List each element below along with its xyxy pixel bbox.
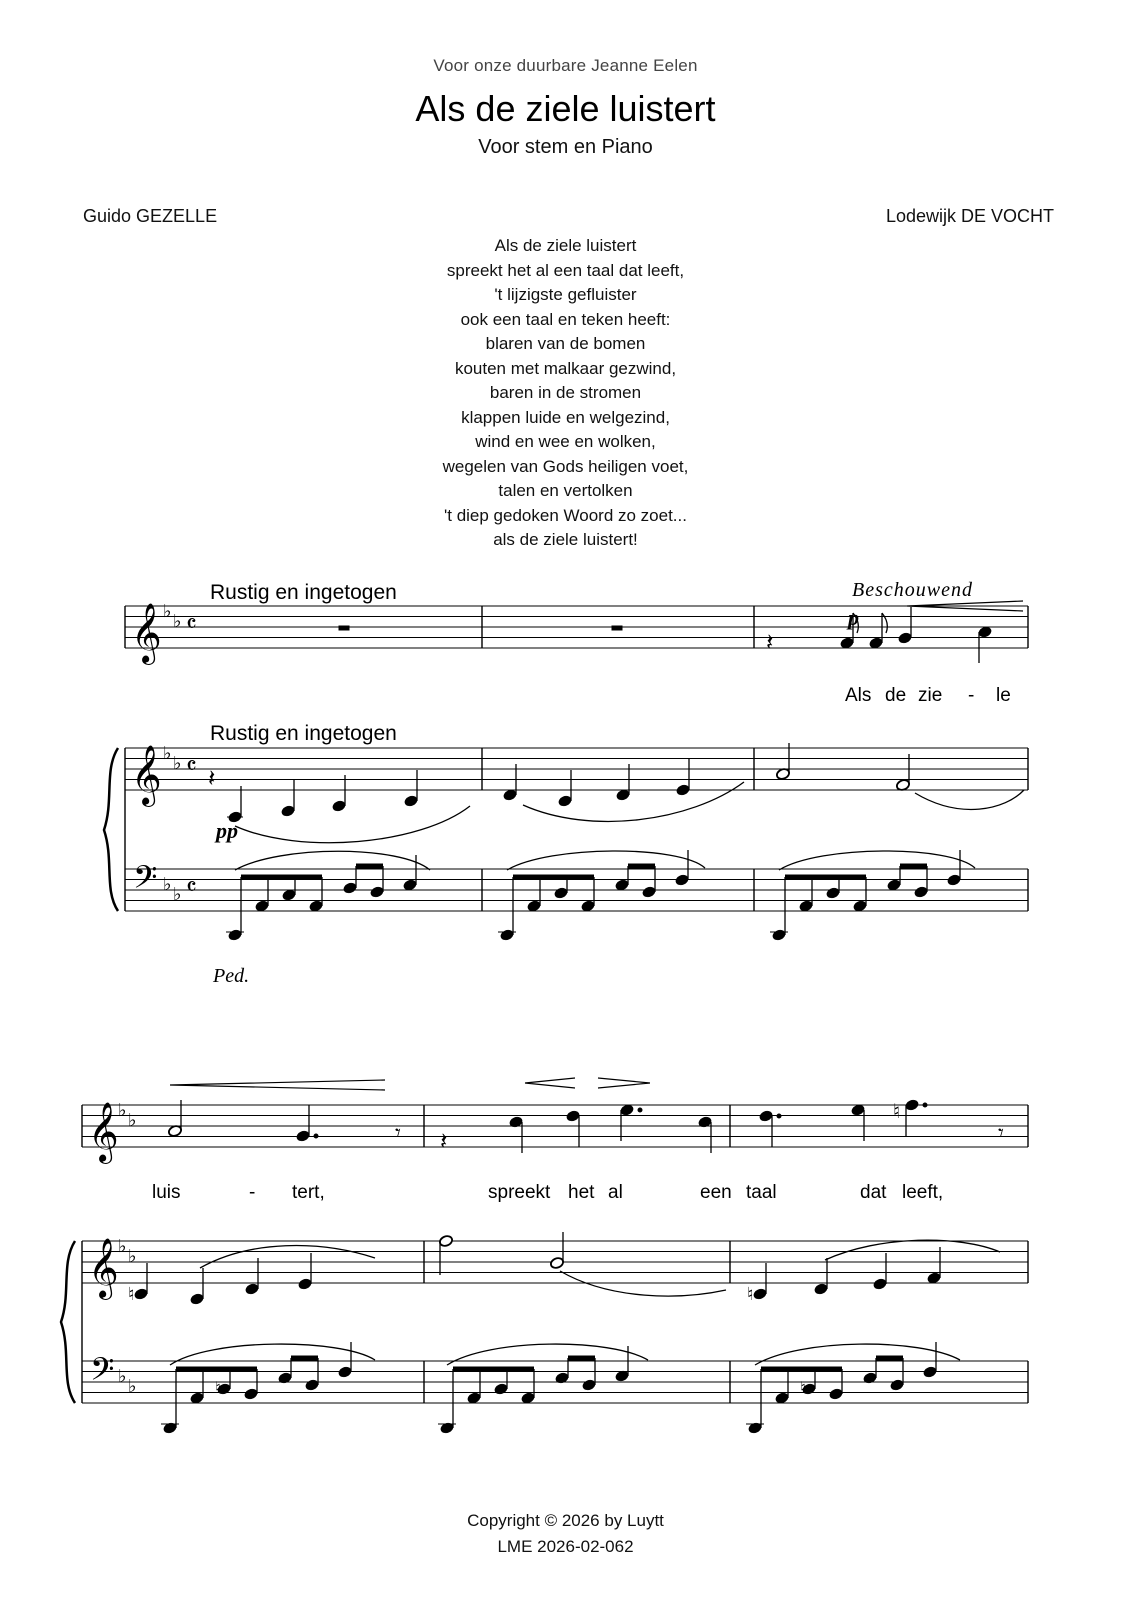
flat-icon: ♭ (163, 601, 172, 622)
flat-icon: ♭ (163, 874, 172, 895)
notehead (872, 1277, 887, 1290)
notehead (904, 1098, 919, 1111)
catalog-number: LME 2026-02-062 (497, 1537, 634, 1556)
notehead (697, 1115, 712, 1128)
treble-clef-icon: 𝄞 (88, 1102, 119, 1162)
composer-name: Lodewijk DE VOCHT (885, 206, 1054, 226)
slur (200, 1246, 375, 1268)
flat-icon: ♭ (118, 1366, 127, 1387)
notehead (297, 1277, 312, 1290)
notehead (244, 1282, 259, 1295)
lyric-syllable: het (568, 1182, 595, 1203)
flat-icon: ♭ (173, 753, 182, 774)
eighth-rest-icon: 𝄾 (998, 1121, 1004, 1146)
eighth-rest-icon: 𝄾 (395, 1121, 401, 1146)
notehead (331, 799, 346, 812)
notehead (508, 1115, 523, 1128)
copyright-notice: Copyright © 2026 by Luytt (467, 1511, 664, 1530)
notehead (162, 1421, 177, 1434)
poem-line: ook een taal en teken heeft: (460, 309, 671, 329)
whole-rest (339, 626, 349, 630)
poem-line: wind en wee en wolken, (475, 432, 656, 451)
poem-line: blaren van de bomen (485, 334, 646, 353)
page-title: Als de ziele luistert (415, 88, 716, 129)
treble-clef-icon: 𝄞 (131, 745, 162, 805)
slur (170, 1344, 375, 1365)
lyric-syllable: Als (845, 685, 872, 706)
notehead (342, 881, 357, 894)
lyric-syllable: dat (860, 1182, 887, 1203)
lyric-syllable: al (608, 1182, 623, 1203)
quarter-rest-icon: 𝄽 (208, 764, 216, 792)
natural-icon: ♮ (893, 1099, 901, 1123)
notehead (889, 1378, 904, 1391)
notehead (557, 794, 572, 807)
notehead (675, 783, 690, 796)
expression-marking: Beschouwend (852, 579, 973, 601)
notehead (771, 928, 786, 941)
slur (523, 782, 744, 821)
notehead (304, 1378, 319, 1391)
flat-icon: ♭ (173, 611, 182, 632)
lyric-syllable: luis (152, 1182, 181, 1203)
notehead (403, 794, 418, 807)
lyric-hyphen: - (968, 685, 975, 706)
hairpin (525, 1078, 575, 1088)
piano-brace (61, 1241, 75, 1403)
notehead (227, 928, 242, 941)
pedal-marking: Ped. (213, 965, 250, 987)
notehead (295, 1129, 310, 1142)
notehead (825, 886, 840, 899)
notehead (758, 1109, 773, 1122)
treble-clef-icon: 𝄞 (88, 1238, 119, 1298)
flat-icon: ♭ (128, 1110, 137, 1131)
treble-clef-icon: 𝄞 (131, 603, 162, 663)
slur (447, 1344, 648, 1365)
quarter-rest-icon: 𝄽 (440, 1127, 448, 1155)
notehead (337, 1365, 352, 1378)
flat-icon: ♭ (163, 743, 172, 764)
poem-line: kouten met malkaar gezwind, (454, 358, 677, 378)
lyric-syllable: leeft, (902, 1182, 944, 1203)
notehead (747, 1421, 762, 1434)
natural-icon: ♮ (128, 1284, 135, 1305)
notehead (493, 1382, 508, 1395)
notehead (280, 804, 295, 817)
notehead (243, 1387, 258, 1400)
notehead (499, 928, 514, 941)
slur (825, 1240, 1000, 1260)
poem-line: klappen luide en welgezind, (461, 407, 670, 427)
dot (777, 1114, 781, 1118)
dedication: Voor onze duurbare Jeanne Eelen (433, 56, 698, 75)
natural-icon: ♮ (800, 1378, 806, 1397)
common-time-icon: 𝄴 (186, 610, 197, 638)
common-time-icon: 𝄴 (186, 752, 197, 780)
notehead (553, 886, 568, 899)
hairpin (598, 1078, 650, 1088)
notehead (554, 1371, 569, 1384)
slur (560, 1271, 726, 1296)
notehead (641, 885, 656, 898)
flat-icon: ♭ (118, 1100, 127, 1121)
slur (235, 806, 470, 843)
lyric-syllable: tert, (292, 1182, 325, 1203)
lyric-hyphen: - (249, 1182, 256, 1203)
natural-icon: ♮ (747, 1284, 754, 1305)
poem-line: als de ziele luistert! (493, 530, 638, 549)
poem-line: talen en vertolken (498, 481, 633, 500)
poem-line: 't diep gedoken Woord zo zoet... (444, 505, 687, 525)
notehead (828, 1387, 843, 1400)
notehead (565, 1109, 580, 1122)
voice-dynamic: p (848, 605, 859, 630)
subtitle: Voor stem en Piano (478, 136, 653, 158)
slur (915, 790, 1024, 809)
flat-icon: ♭ (128, 1246, 137, 1267)
lyric-syllable: le (996, 685, 1011, 706)
whole-rest (612, 626, 622, 630)
dot (314, 1134, 318, 1138)
quarter-rest-icon: 𝄽 (766, 628, 774, 656)
hairpin (170, 1080, 385, 1090)
notehead (133, 1287, 148, 1300)
notehead (549, 1256, 564, 1269)
slur (779, 851, 975, 870)
notehead (752, 1287, 767, 1300)
common-time-icon: 𝄴 (186, 873, 197, 901)
slur (235, 851, 430, 870)
dot (923, 1103, 927, 1107)
natural-icon: ♮ (215, 1378, 221, 1397)
piano-dynamic: pp (216, 818, 238, 843)
notehead (369, 885, 384, 898)
flat-icon: ♭ (118, 1236, 127, 1257)
poem-line: baren in de stromen (489, 383, 642, 402)
notehead (862, 1371, 877, 1384)
flat-icon: ♭ (173, 884, 182, 905)
notehead (913, 885, 928, 898)
notehead (674, 873, 689, 886)
lyric-syllable: zie (918, 685, 943, 706)
notehead (439, 1421, 454, 1434)
lyric-syllable: taal (746, 1182, 777, 1203)
poet-name: Guido GEZELLE (83, 206, 218, 226)
notehead (581, 1378, 596, 1391)
lyric-syllable: spreekt (488, 1182, 551, 1203)
dot (638, 1108, 642, 1112)
notehead (897, 631, 912, 644)
poem-line: Als de ziele luistert (494, 236, 637, 255)
slur (755, 1344, 960, 1365)
notehead (922, 1365, 937, 1378)
slur (507, 851, 705, 870)
bass-clef-icon: 𝄢 (133, 859, 158, 903)
poem-line: wegelen van Gods heiligen voet, (442, 456, 689, 476)
piano-brace (104, 748, 118, 911)
flat-icon: ♭ (128, 1376, 137, 1397)
voice-tempo-marking: Rustig en ingetogen (210, 581, 397, 604)
notehead (438, 1234, 453, 1247)
notehead (277, 1371, 292, 1384)
bass-clef-icon: 𝄢 (90, 1351, 115, 1395)
lyric-syllable: een (700, 1182, 732, 1203)
notehead (189, 1292, 204, 1305)
notehead (946, 873, 961, 886)
lyric-syllable: de (885, 685, 907, 706)
piano-tempo-marking: Rustig en ingetogen (210, 722, 397, 745)
poem-line: spreekt het al een taal dat leeft, (446, 260, 685, 280)
poem-line: 't lijzigste gefluister (494, 285, 637, 304)
notehead (813, 1282, 828, 1295)
